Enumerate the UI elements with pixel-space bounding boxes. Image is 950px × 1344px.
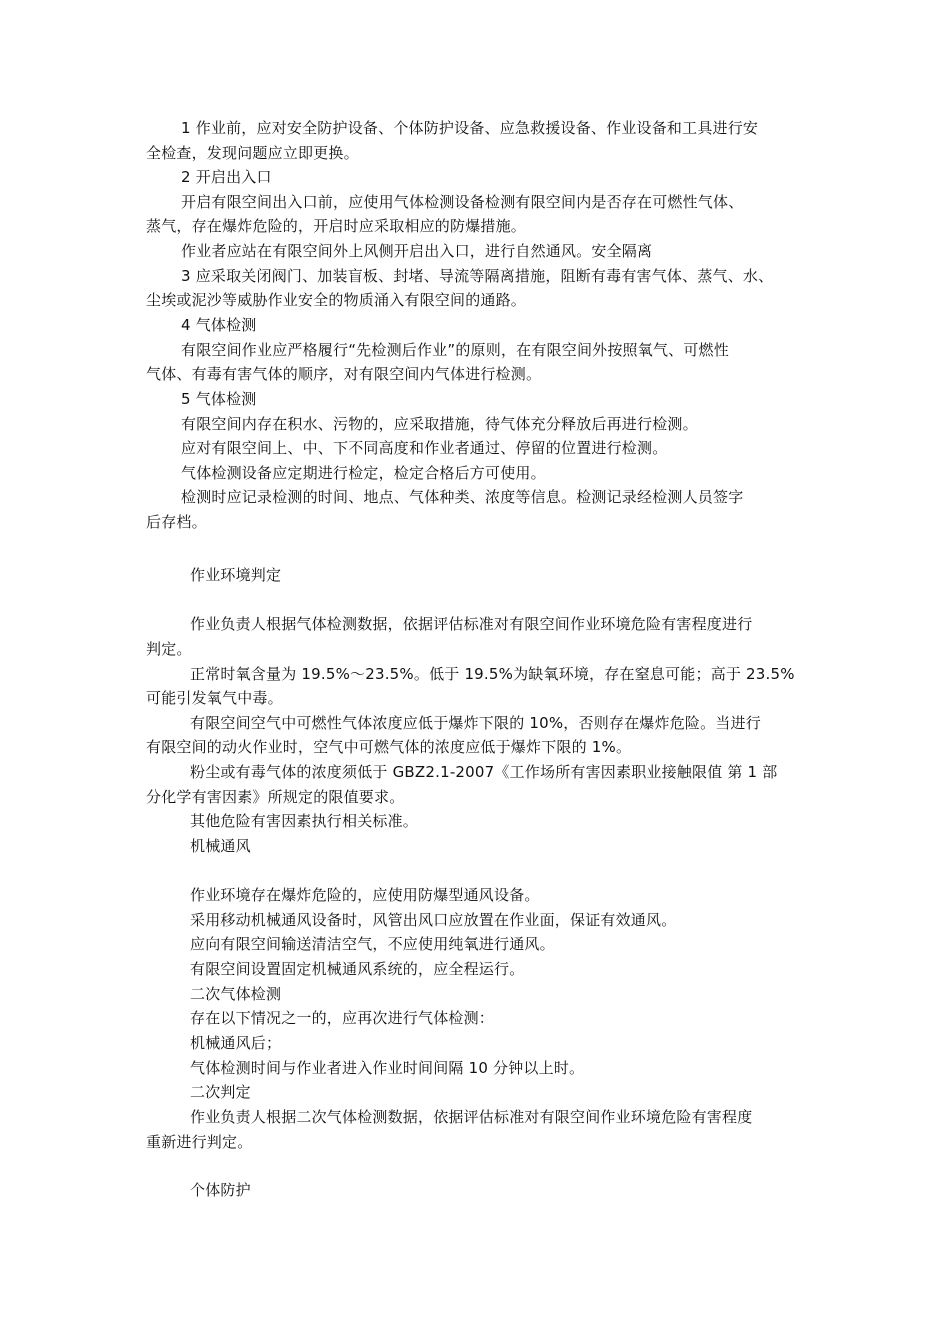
text-line: 机械通风后； xyxy=(190,1034,282,1052)
text-line: 有限空间内存在积水、污物的，应采取措施，待气体充分释放后再进行检测。 xyxy=(181,415,698,433)
text-line: 判定。 xyxy=(146,640,192,658)
text-line: 尘埃或泥沙等威胁作业安全的物质涌入有限空间的通路。 xyxy=(146,291,527,309)
text-line: 采用移动机械通风设备时，风管出风口应放置在作业面，保证有效通风。 xyxy=(190,911,677,929)
text-line: 有限空间作业应严格履行“先检测后作业”的原则，在有限空间外按照氧气、可燃性 xyxy=(181,341,729,359)
text-line: 1 作业前，应对安全防护设备、个体防护设备、应急救援设备、作业设备和工具进行安 xyxy=(181,119,759,137)
text-line: 粉尘或有毒气体的浓度须低于 GBZ2.1-2007《工作场所有害因素职业接触限值 第 1 部 xyxy=(190,763,778,781)
text-line: 气体、有毒有害气体的顺序，对有限空间内气体进行检测。 xyxy=(146,365,542,383)
text-line: 气体检测时间与作业者进入作业时间间隔 10 分钟以上时。 xyxy=(190,1059,585,1077)
text-line: 有限空间设置固定机械通风系统的，应全程运行。 xyxy=(190,960,525,978)
section-heading: 机械通风 xyxy=(190,837,251,855)
text-line: 作业者应站在有限空间外上风侧开启出入口，进行自然通风。安全隔离 xyxy=(181,242,653,260)
text-line: 可能引发氧气中毒。 xyxy=(146,689,283,707)
text-line: 正常时氧含量为 19.5%～23.5%。低于 19.5%为缺氧环境，存在窒息可能；高于 23.5% xyxy=(190,665,795,683)
text-line: 分化学有害因素》所规定的限值要求。 xyxy=(146,788,405,806)
section-heading: 二次判定 xyxy=(190,1083,251,1101)
text-line: 存在以下情况之一的，应再次进行气体检测： xyxy=(190,1009,495,1027)
section-heading: 作业环境判定 xyxy=(190,566,282,584)
text-line: 应向有限空间输送清洁空气，不应使用纯氧进行通风。 xyxy=(190,935,555,953)
section-heading: 个体防护 xyxy=(190,1181,251,1199)
text-line: 作业负责人根据气体检测数据，依据评估标准对有限空间作业环境危险有害程度进行 xyxy=(190,615,753,633)
text-line: 开启有限空间出入口前，应使用气体检测设备检测有限空间内是否存在可燃性气体、 xyxy=(181,193,744,211)
text-line: 后存档。 xyxy=(146,513,207,531)
text-line: 3 应采取关闭阀门、加装盲板、封堵、导流等隔离措施，阻断有毒有害气体、蒸气、水、 xyxy=(181,267,774,285)
text-line: 作业环境存在爆炸危险的，应使用防爆型通风设备。 xyxy=(190,886,540,904)
text-line: 作业负责人根据二次气体检测数据，依据评估标准对有限空间作业环境危险有害程度 xyxy=(190,1108,753,1126)
text-line: 有限空间空气中可燃性气体浓度应低于爆炸下限的 10%，否则存在爆炸危险。当进行 xyxy=(190,714,761,732)
text-line: 全检查，发现问题应立即更换。 xyxy=(146,144,359,162)
text-line: 检测时应记录检测的时间、地点、气体种类、浓度等信息。检测记录经检测人员签字 xyxy=(181,488,744,506)
section-heading: 2 开启出入口 xyxy=(181,168,272,186)
section-heading: 二次气体检测 xyxy=(190,985,282,1003)
section-heading: 4 气体检测 xyxy=(181,316,257,334)
text-line: 气体检测设备应定期进行检定，检定合格后方可使用。 xyxy=(181,464,546,482)
text-line: 重新进行判定。 xyxy=(146,1133,253,1151)
text-line: 蒸气，存在爆炸危险的，开启时应采取相应的防爆措施。 xyxy=(146,217,527,235)
text-line: 应对有限空间上、中、下不同高度和作业者通过、停留的位置进行检测。 xyxy=(181,439,668,457)
section-heading: 5 气体检测 xyxy=(181,390,257,408)
text-line: 有限空间的动火作业时，空气中可燃气体的浓度应低于爆炸下限的 1%。 xyxy=(146,738,632,756)
text-line: 其他危险有害因素执行相关标准。 xyxy=(190,812,419,830)
